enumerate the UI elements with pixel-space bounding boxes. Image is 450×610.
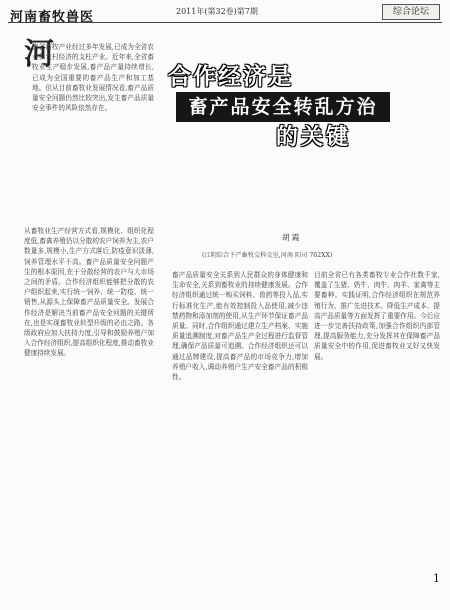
drop-cap: 河: [24, 37, 54, 72]
body-column-1-top: 南省畜牧产业经过多年发展,已成为全省农业和农村经济的支柱产业。近年来,全省畜牧业生产稳步发展,畜产品产量持续增长,已成为全国重要的畜产品生产和加工基地。但从目前畜牧业发展情况看,畜产品质量安全问题仍然比较突出,发生畜产品质量安全事件的风险依然存在。: [32, 43, 154, 113]
body-column-2: 畜产品质量安全关系到人民群众的身体健康和生命安全,关系到畜牧业的持续健康发展。合作经济组织通过统一购买饲料、兽药等投入品,实行标准化生产,能有效控制投入品使用,减少违禁药物和添加剂的使用,从生产环节保证畜产品质量。同时,合作组织通过建立生产档案、实施质量追溯制度,对畜产品生产全过程进行监督管理,确保产品质量可追溯。合作经济组织还可以通过品牌建设,提高畜产品的市场竞争力,增加养殖户收入,调动养殖户生产安全畜产品的积极性。: [172, 271, 308, 382]
article-title-line-3: 的关键: [276, 124, 352, 150]
journal-masthead: 河南畜牧兽医: [10, 10, 95, 25]
section-badge: 综合论坛: [382, 4, 440, 20]
article-title-line-2: 畜产品安全转乱方治: [176, 92, 390, 122]
header-rule: [8, 22, 442, 23]
article-title-line-1: 合作经济是: [168, 63, 293, 90]
body-column-1-bottom: 从畜牧业生产经营方式看,规模化、组织化程度低,畜禽养殖仍以分散的农户饲养为主,农户数量多,规模小,生产方式落后,防疫意识淡薄,饲养管理水平不高。畜产品质量安全问题产生的根本原因,在于分散经营的农户与大市场之间的矛盾。合作经济组织能够把分散的农户组织起来,实行统一饲养、统一防疫、统一销售,从源头上保障畜产品质量安全。发展合作经济是解决当前畜产品安全问题的关键所在,也是实现畜牧业转型升级的必由之路。各级政府应加大扶持力度,引导和鼓励养殖户加入合作经济组织,提高组织化程度,推动畜牧业健康持续发展。: [24, 227, 154, 358]
page-number: 1: [433, 572, 440, 585]
issue-info: 2011年(第32卷)第7期: [176, 7, 258, 16]
author-affiliation: (江阴综合下产畜牧交科交室,河南 阳司 762XX): [202, 252, 333, 259]
body-column-3: 目前全省已有各类畜牧专业合作社数千家,覆盖了生猪、奶牛、肉牛、肉羊、家禽等主要畜种。实践证明,合作经济组织在规范养殖行为、推广先进技术、降低生产成本、提高产品质量等方面发挥了重要作用。今后应进一步完善扶持政策,加强合作组织内部管理,提高服务能力,充分发挥其在保障畜产品质量安全中的作用,促进畜牧业又好又快发展。: [314, 271, 440, 361]
author-name: 胡 霞: [282, 233, 300, 242]
